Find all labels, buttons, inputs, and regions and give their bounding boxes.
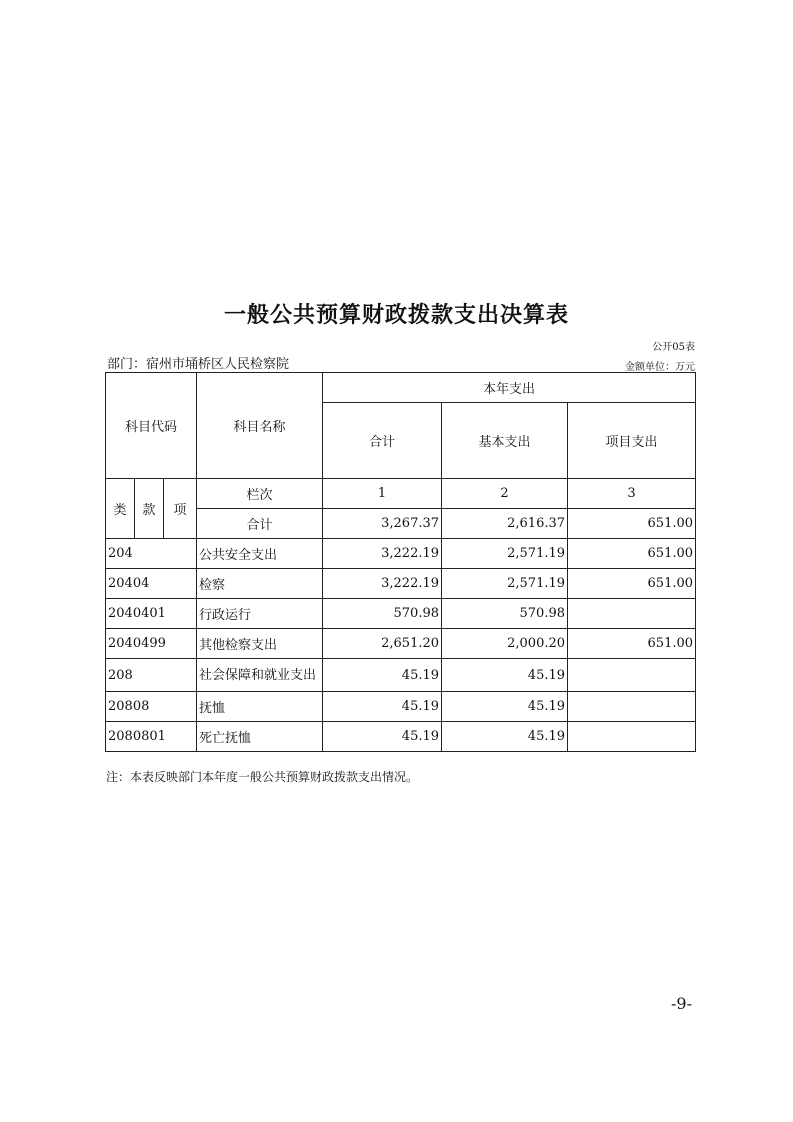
total-row-label: 合计 xyxy=(197,509,323,539)
subject-code: 2040401 xyxy=(106,599,197,629)
amount-total: 45.19 xyxy=(323,722,442,752)
column-number-3: 3 xyxy=(568,479,696,509)
subject-name: 公共安全支出 xyxy=(197,539,323,569)
subject-code: 20808 xyxy=(106,692,197,722)
table-row xyxy=(106,569,696,599)
subject-code: 20404 xyxy=(106,569,197,599)
column-number-1: 1 xyxy=(323,479,442,509)
table-row xyxy=(106,599,696,629)
department-label: 部门：宿州市埇桥区人民检察院 xyxy=(107,357,290,372)
subject-name: 社会保障和就业支出 xyxy=(197,659,323,692)
form-number: 公开05表 xyxy=(652,342,695,353)
amount-project xyxy=(568,659,696,692)
header-total: 合计 xyxy=(323,403,442,479)
header-expense-group: 本年支出 xyxy=(323,373,696,403)
table-row xyxy=(106,629,696,659)
amount-basic: 45.19 xyxy=(442,722,568,752)
subject-name: 死亡抚恤 xyxy=(197,722,323,752)
table-row xyxy=(106,659,696,692)
subject-name: 抚恤 xyxy=(197,692,323,722)
table-row xyxy=(106,539,696,569)
amount-project xyxy=(568,692,696,722)
amount-project xyxy=(568,722,696,752)
header-project: 项目支出 xyxy=(568,403,696,479)
subject-code: 2040499 xyxy=(106,629,197,659)
expenditure-table xyxy=(105,372,696,752)
amount-project: 651.00 xyxy=(568,539,696,569)
amount-total: 3,222.19 xyxy=(323,569,442,599)
header-row-1 xyxy=(106,373,696,403)
subject-name: 行政运行 xyxy=(197,599,323,629)
amount-basic: 2,571.19 xyxy=(442,539,568,569)
total-row-project: 651.00 xyxy=(568,509,696,539)
amount-total: 3,222.19 xyxy=(323,539,442,569)
subject-name: 检察 xyxy=(197,569,323,599)
amount-total: 45.19 xyxy=(323,692,442,722)
subject-code: 208 xyxy=(106,659,197,692)
subject-code: 204 xyxy=(106,539,197,569)
amount-basic: 2,000.20 xyxy=(442,629,568,659)
column-number-2: 2 xyxy=(442,479,568,509)
header-code-group: 科目代码 xyxy=(106,373,197,479)
subject-name: 其他检察支出 xyxy=(197,629,323,659)
page-number: -9- xyxy=(671,994,692,1013)
amount-project: 651.00 xyxy=(568,629,696,659)
header-basic: 基本支出 xyxy=(442,403,568,479)
amount-basic: 2,571.19 xyxy=(442,569,568,599)
amount-basic: 570.98 xyxy=(442,599,568,629)
amount-total: 570.98 xyxy=(323,599,442,629)
subject-code: 2080801 xyxy=(106,722,197,752)
amount-basic: 45.19 xyxy=(442,692,568,722)
table-row xyxy=(106,692,696,722)
header-xiang: 项 xyxy=(164,479,197,539)
amount-project: 651.00 xyxy=(568,569,696,599)
amount-total: 2,651.20 xyxy=(323,629,442,659)
amount-total: 45.19 xyxy=(323,659,442,692)
total-row-basic: 2,616.37 xyxy=(442,509,568,539)
header-lei: 类 xyxy=(106,479,135,539)
column-order-label: 栏次 xyxy=(197,479,323,509)
table-row xyxy=(106,722,696,752)
total-row-total: 3,267.37 xyxy=(323,509,442,539)
amount-unit-label: 金额单位：万元 xyxy=(625,362,695,373)
header-kuan: 款 xyxy=(135,479,164,539)
table-note: 注：本表反映部门本年度一般公共预算财政拨款支出情况。 xyxy=(106,770,419,784)
header-subject-name: 科目名称 xyxy=(197,373,323,479)
page-title: 一般公共预算财政拨款支出决算表 xyxy=(223,303,569,328)
amount-project xyxy=(568,599,696,629)
amount-basic: 45.19 xyxy=(442,659,568,692)
column-order-row xyxy=(106,479,696,509)
